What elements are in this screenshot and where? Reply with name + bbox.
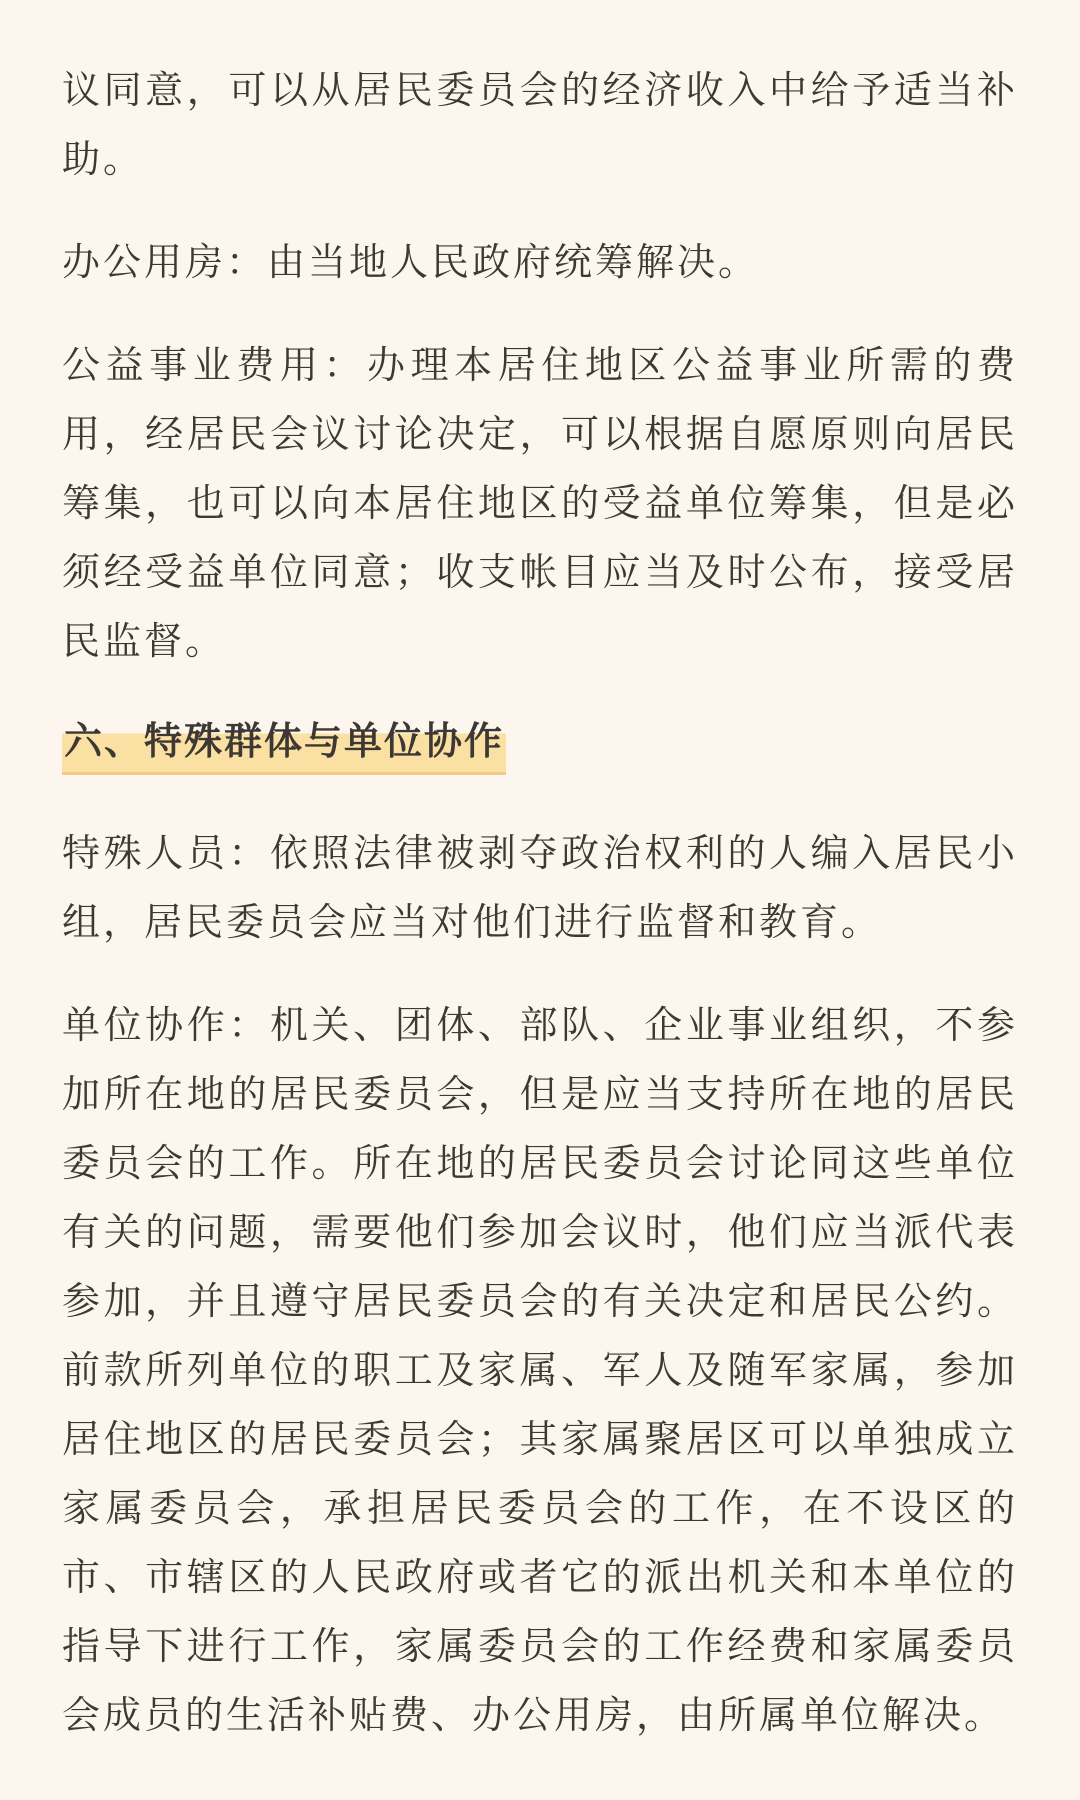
section-heading: 六、特殊群体与单位协作 xyxy=(62,710,506,775)
paragraph-public-welfare-fees: 公益事业费用：办理本居住地区公益事业所需的费用，经居民会议讨论决定，可以根据自愿原则向居民筹集，也可以向本居住地区的受益单位筹集，但是必须经受益单位同意；收支帐目应当及时公布，接受居民监督。 xyxy=(62,343,1018,663)
paragraph-unit-cooperation: 单位协作：机关、团体、部队、企业事业组织，不参加所在地的居民委员会，但是应当支持所在地的居民委员会的工作。所在地的居民委员会讨论同这些单位有关的问题，需要他们参加会议时，他们应当派代表参加，并且遵守居民委员会的有关决定和居民公约。前款所列单位的职工及家属、军人及随军家属，参加居住地区的居民委员会；其家属聚居区可以单独成立家属委员会，承担居民委员会的工作，在不设区的市、市辖区的人民政府或者它的派出机关和本单位的指导下进行工作，家属委员会的工作经费和家属委员会成员的生活补贴费、办公用房，由所属单位解决。 xyxy=(62,1003,1018,1737)
paragraph-subsidy-continued: 议同意，可以从居民委员会的经济收入中给予适当补助。 xyxy=(62,68,1018,181)
paragraph-special-persons: 特殊人员：依照法律被剥夺政治权利的人编入居民小组，居民委员会应当对他们进行监督和教育。 xyxy=(62,831,1018,944)
paragraph-office-space: 办公用房：由当地人民政府统筹解决。 xyxy=(62,240,760,284)
section-heading-wrapper xyxy=(62,710,1018,799)
